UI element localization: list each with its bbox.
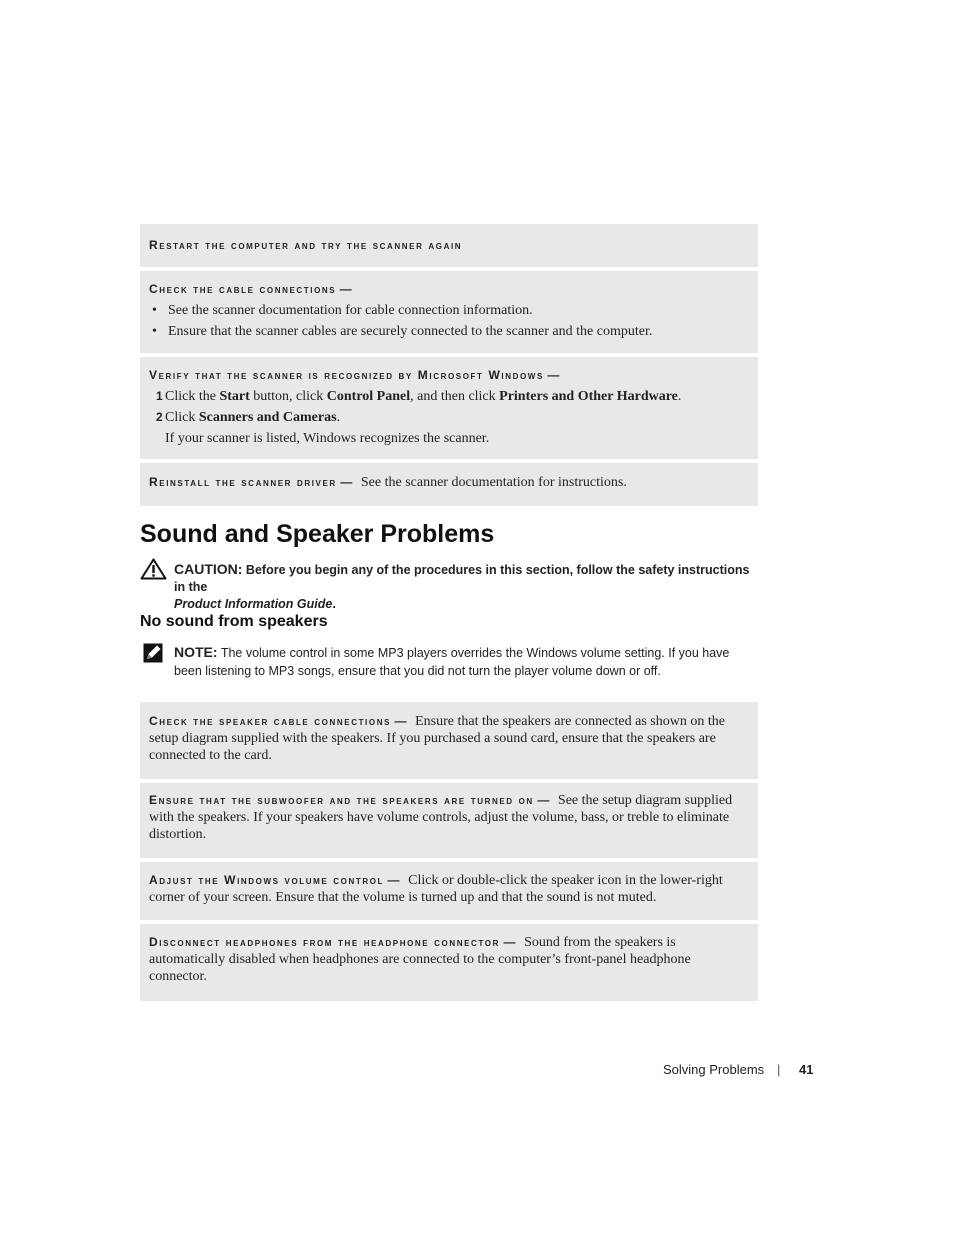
verify-box — [140, 357, 758, 459]
headphones-text: Sound from the speakers is automatically disabled when headphones are connected to the computer’s front-panel headphone connector. — [149, 935, 691, 984]
verify-step-2: 2 Click Scanners and Cameras. — [156, 410, 341, 425]
volume-text: Click or double-click the speaker icon in the lower-right corner of your screen. Ensure that the volume is turned up and that the sound is not muted. — [149, 873, 723, 905]
subwoofer-heading: Ensure that the subwoofer and the speakers are turned on — [149, 793, 534, 807]
reinstall-box — [140, 463, 758, 506]
restart-heading: Restart the computer and try the scanner again — [149, 238, 463, 252]
dash: — — [339, 282, 354, 296]
dash: — — [547, 368, 561, 382]
cable-item-2: • Ensure that the scanner cables are securely connected to the scanner and the computer. — [152, 324, 653, 339]
note-label: NOTE: — [174, 644, 218, 660]
cable-item-1: • See the scanner documentation for cable connection information. — [152, 303, 533, 318]
dash: — — [503, 935, 518, 949]
dash: — — [340, 475, 354, 489]
headphones-box — [140, 924, 758, 1001]
page-number: 41 — [799, 1062, 814, 1077]
restart-box — [140, 224, 758, 267]
dash: — — [394, 714, 409, 728]
cable-heading: Check the cable connections — [149, 282, 337, 296]
note-icon — [143, 643, 163, 668]
speaker-cable-heading: Check the speaker cable connections — [149, 714, 392, 728]
verify-result: If your scanner is listed, Windows recognizes the scanner. — [165, 431, 490, 446]
note-text: The volume control in some MP3 players overrides the Windows volume setting. If you have been listening to MP3 songs, ensure that you did not turn the player volume down or off. — [174, 646, 730, 678]
footer-separator: | — [777, 1062, 781, 1077]
section-title: Sound and Speaker Problems — [140, 520, 495, 548]
subsection-title: No sound from speakers — [140, 613, 328, 630]
caution-end: . — [332, 597, 336, 611]
volume-box — [140, 862, 758, 920]
reinstall-text: See the scanner documentation for instructions. — [360, 475, 627, 490]
cable-box — [140, 271, 758, 353]
dash: — — [537, 793, 551, 807]
subwoofer-text: See the setup diagram supplied with the speakers. If your speakers have volume controls, adjust the volume, bass, or treble to eliminate distortion. — [149, 793, 733, 842]
footer-section: Solving Problems — [663, 1062, 765, 1077]
volume-heading: Adjust the Windows volume control — [149, 873, 385, 887]
caution-label: CAUTION: — [174, 561, 243, 577]
dash: — — [387, 873, 402, 887]
headphones-heading: Disconnect headphones from the headphone connector — [149, 935, 500, 949]
reinstall-heading: Reinstall the scanner driver — [149, 475, 337, 489]
caution-guide: Product Information Guide — [174, 597, 333, 611]
caution-icon — [140, 558, 167, 585]
subwoofer-box — [140, 783, 758, 858]
caution-text: Before you begin any of the procedures in this section, follow the safety instructions in the — [174, 563, 750, 594]
speaker-cable-text: Ensure that the speakers are connected as shown on the setup diagram supplied with the speakers. If you purchased a sound card, ensure that the speakers are connected to the card. — [149, 714, 725, 763]
note-block — [174, 643, 758, 680]
verify-step-1: 1 Click the Start button, click Control Panel, and then click Printers and Other Hardware. — [156, 389, 682, 404]
speaker-cable-box — [140, 702, 758, 779]
verify-heading: Verify that the scanner is recognized by Microsoft Windows — [149, 368, 544, 382]
caution-block — [174, 561, 758, 613]
